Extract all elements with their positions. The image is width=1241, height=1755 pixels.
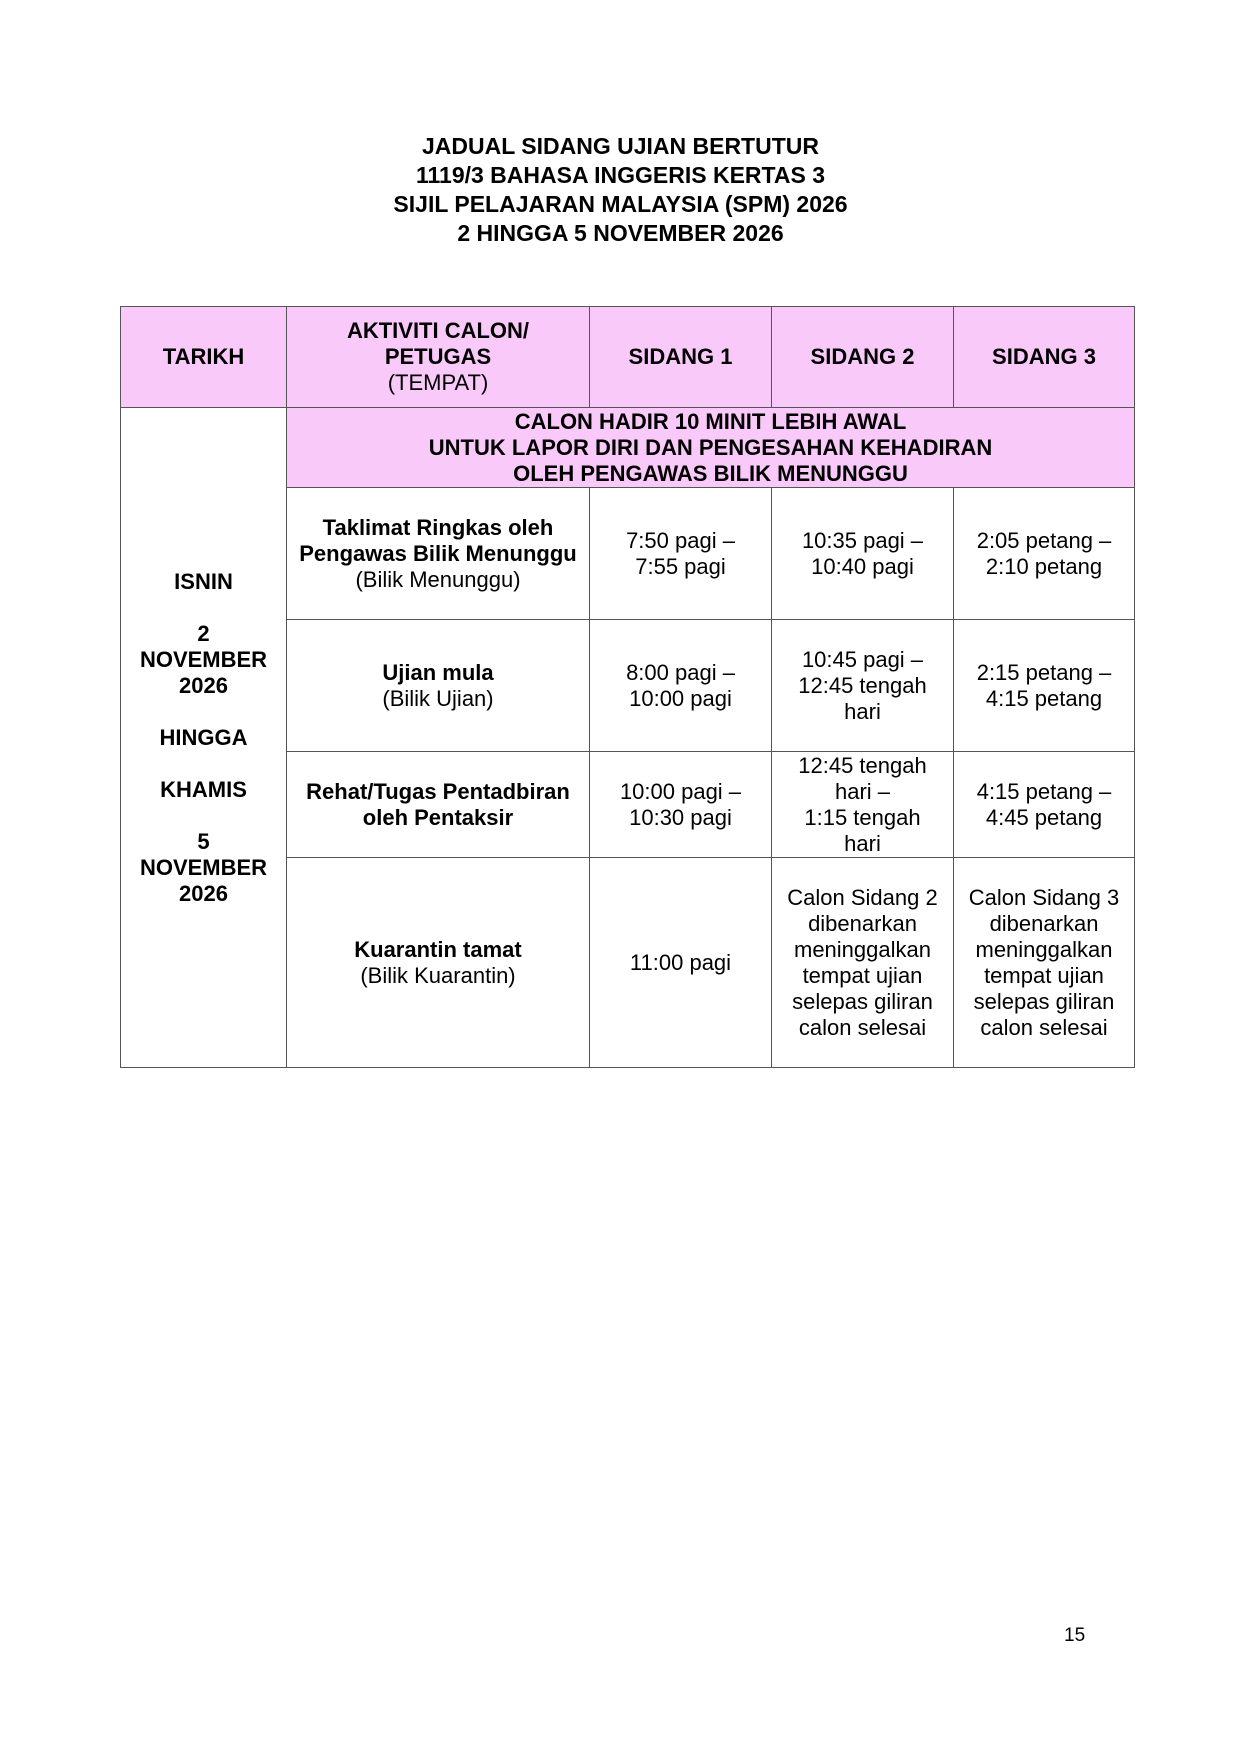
note-line-1: CALON HADIR 10 MINIT LEBIH AWAL: [514, 408, 907, 434]
sidang-1-time: [590, 752, 772, 858]
time-line: hari: [844, 830, 881, 856]
sidang-2-time: [772, 620, 954, 752]
activity-title-line-1: Kuarantin tamat: [354, 936, 522, 962]
date-month-1: NOVEMBER: [139, 646, 268, 672]
activity-title-line-2: oleh Pentaksir: [362, 804, 514, 830]
time-line: dibenarkan: [808, 910, 917, 936]
date-year-2: 2026: [179, 880, 228, 906]
activity-title-line-2: Pengawas Bilik Menunggu: [299, 540, 577, 566]
time-line: selepas giliran: [973, 988, 1115, 1014]
sidang-1-time: [590, 620, 772, 752]
sidang-2-time: [772, 488, 954, 620]
time-line: 2:10 petang: [985, 553, 1103, 579]
activity-place: (Bilik Menunggu): [355, 566, 521, 592]
time-line: 10:45 pagi –: [801, 646, 924, 672]
sidang-2-note: [772, 858, 954, 1068]
schedule-table: [120, 306, 1135, 1068]
date-hingga: HINGGA: [159, 724, 248, 750]
page-number: 15: [1064, 1625, 1086, 1646]
time-line: 4:45 petang: [985, 804, 1103, 830]
title-line-2: 1119/3 BAHASA INGGERIS KERTAS 3: [415, 162, 825, 188]
date-day-1: ISNIN: [174, 568, 233, 594]
time-line: 11:00 pagi: [629, 949, 732, 975]
time-line: 8:00 pagi –: [626, 659, 735, 685]
header-aktiviti-line-1: AKTIVITI CALON/: [346, 318, 530, 343]
sidang-3-time: [954, 752, 1135, 858]
time-line: 7:55 pagi: [635, 553, 726, 579]
header-tarikh: TARIKH: [121, 307, 287, 408]
header-sidang-2: SIDANG 2: [772, 307, 954, 408]
note-line-2: UNTUK LAPOR DIRI DAN PENGESAHAN KEHADIRAN: [428, 434, 993, 460]
activity-title-line-1: Rehat/Tugas Pentadbiran: [306, 778, 570, 804]
header-sidang-3: SIDANG 3: [954, 307, 1135, 408]
sidang-2-time: [772, 752, 954, 858]
time-line: hari –: [834, 778, 891, 804]
time-line: 12:45 tengah: [798, 672, 927, 698]
time-line: 7:50 pagi –: [626, 527, 735, 553]
time-line: tempat ujian: [984, 962, 1104, 988]
time-line: 2:15 petang –: [976, 659, 1112, 685]
time-line: hari: [844, 698, 881, 724]
activity-cell: [287, 858, 590, 1068]
sidang-3-time: [954, 488, 1135, 620]
note-row: [121, 408, 1135, 488]
header-aktiviti-line-2: PETUGAS: [384, 344, 492, 369]
time-line: 1:15 tengah: [804, 804, 921, 830]
date-day-2: KHAMIS: [160, 776, 247, 802]
activity-title-line-1: Ujian mula: [382, 659, 494, 685]
sidang-3-note: [954, 858, 1135, 1068]
time-line: Calon Sidang 3: [968, 884, 1120, 910]
date-year-1: 2026: [179, 672, 228, 698]
date-month-2: NOVEMBER: [139, 854, 268, 880]
time-line: calon selesai: [980, 1014, 1108, 1040]
activity-cell: [287, 620, 590, 752]
date-num-1: 2: [197, 620, 210, 646]
time-line: 10:40 pagi: [811, 553, 914, 579]
header-aktiviti-line-3: (TEMPAT): [387, 370, 489, 395]
time-line: 10:35 pagi –: [801, 527, 924, 553]
sidang-3-time: [954, 620, 1135, 752]
header-sidang-1: SIDANG 1: [590, 307, 772, 408]
time-line: dibenarkan: [989, 910, 1099, 936]
time-line: Calon Sidang 2: [787, 884, 938, 910]
sidang-1-time: [590, 488, 772, 620]
time-line: meninggalkan: [975, 936, 1113, 962]
title-line-3: SIJIL PELAJARAN MALAYSIA (SPM) 2026: [393, 191, 848, 217]
time-line: 2:05 petang –: [976, 527, 1112, 553]
time-line: calon selesai: [798, 1014, 927, 1040]
time-line: selepas giliran: [792, 988, 933, 1014]
header-row: [121, 307, 1135, 408]
time-line: meninggalkan: [794, 936, 931, 962]
time-line: 10:00 pagi: [629, 685, 732, 711]
activity-place: (Bilik Kuarantin): [360, 962, 516, 988]
activity-cell: [287, 488, 590, 620]
time-line: 12:45 tengah: [798, 752, 927, 778]
note-line-3: OLEH PENGAWAS BILIK MENUNGGU: [513, 460, 908, 486]
time-line: tempat ujian: [802, 962, 923, 988]
activity-cell: [287, 752, 590, 858]
time-line: 4:15 petang: [985, 685, 1103, 711]
header-aktiviti: [287, 307, 590, 408]
title-line-4: 2 HINGGA 5 NOVEMBER 2026: [457, 220, 784, 246]
date-cell: [121, 408, 287, 1068]
time-line: 10:00 pagi –: [619, 778, 742, 804]
activity-place: (Bilik Ujian): [382, 685, 494, 711]
date-num-2: 5: [197, 828, 210, 854]
time-line: 10:30 pagi: [629, 804, 732, 830]
sidang-1-time: [590, 858, 772, 1068]
time-line: 4:15 petang –: [976, 778, 1112, 804]
note-cell: [287, 408, 1135, 488]
document-title: [0, 132, 1241, 248]
activity-title-line-1: Taklimat Ringkas oleh: [322, 514, 554, 540]
title-line-1: JADUAL SIDANG UJIAN BERTUTUR: [422, 133, 819, 159]
